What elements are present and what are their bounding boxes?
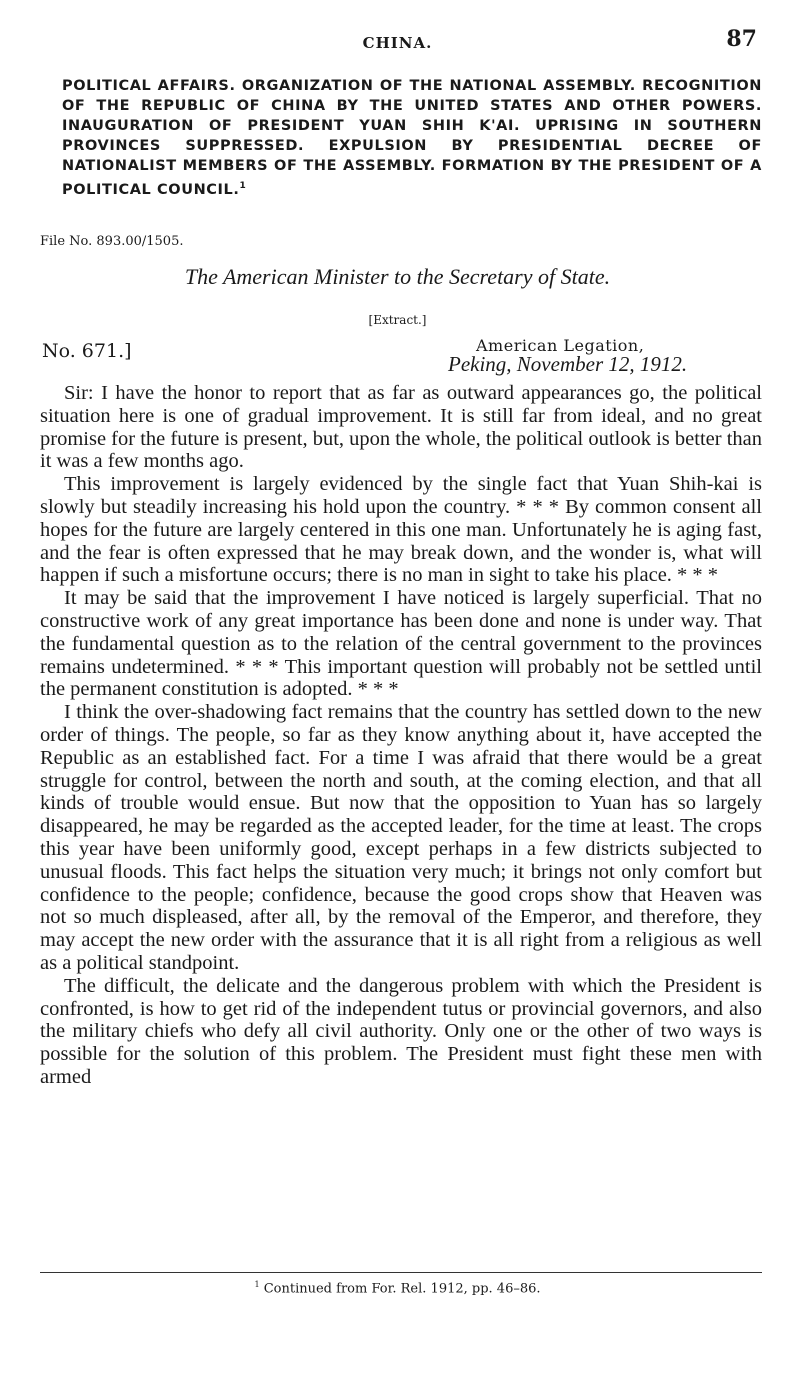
paragraph: This improvement is largely evidenced by the single fact that Yuan Shih-kai is slowly but steadily increasing his hold upon the country. * * * By common consent all hopes for the future are largely centered in this one man. Unfortunately he is aging fast, and the fear is often expressed that he may break down, and the wonder is, what will happen if such a misfortune occurs; there is no man in sight to take his place. * * * bbox=[40, 473, 762, 587]
legation-place-date: Peking, November 12, 1912. bbox=[448, 352, 688, 376]
running-head bbox=[0, 24, 795, 54]
paragraph: I think the over-shadowing fact remains that the country has settled down to the new order of things. The people, so far as they know anything about it, have accepted the Republic as an established fact. For a time I was afraid that there would be a great struggle for control, between the north and south, at the coming election, and that all kinds of trouble would ensue. But now that the opposition to Yuan has so largely disappeared, he may be regarded as the accepted leader, for the time at least. The crops this year have been uniformly good, except perhaps in a few districts subjected to unusual floods. This fact helps the situation very much; it brings not only comfort but confidence to the people; confidence, because the good crops show that Heaven was not so much displeased, after all, by the removal of the Emperor, and therefore, they may accept the new order with the assurance that it is all right from a religious as well as a political standpoint. bbox=[40, 701, 762, 974]
file-number: File No. 893.00/1505. bbox=[40, 234, 184, 249]
heading-footnote-marker: 1 bbox=[239, 181, 247, 191]
footnote-marker: 1 bbox=[254, 1280, 260, 1289]
letter-body bbox=[40, 382, 762, 1089]
document-number: No. 671.] bbox=[42, 340, 132, 362]
running-title: CHINA. bbox=[362, 34, 433, 52]
paragraph: The difficult, the delicate and the dangerous problem with which the President is confronted, is how to get rid of the independent tutus or provincial governors, and also the military chiefs who defy all civil authority. Only one or the other of two ways is possible for the solution of this problem. The President must fight these men with armed bbox=[40, 974, 762, 1088]
legation-name: American Legation, bbox=[476, 336, 645, 355]
section-heading bbox=[62, 76, 762, 200]
footnote-text: Continued from For. Rel. 1912, pp. 46–86. bbox=[263, 1281, 541, 1297]
extract-label: [Extract.] bbox=[368, 313, 427, 327]
footnote-divider bbox=[40, 1272, 762, 1273]
footnote bbox=[0, 1280, 795, 1296]
page-number: 87 bbox=[726, 26, 757, 52]
paragraph: It may be said that the improvement I have noticed is largely superficial. That no constructive work of any great importance has been done and none is under way. That the fundamental question as to the relation of the central government to the provinces remains undetermined. * * * This important question will probably not be settled until the permanent constitution is adopted. * * * bbox=[40, 587, 762, 701]
paragraph: Sir: I have the honor to report that as far as outward appearances go, the political situation here is one of gradual improvement. It is still far from ideal, and no great promise for the future is present, but, upon the whole, the political outlook is better than it was a few months ago. bbox=[40, 382, 762, 473]
letter-title: The American Minister to the Secretary of State. bbox=[184, 264, 611, 289]
section-heading-text: POLITICAL AFFAIRS. ORGANIZATION OF THE NATIONAL ASSEMBLY. RECOGNITION OF THE REPUBLIC OF CHINA BY THE UNITED STATES AND OTHER POWERS. INAUGURATION OF PRESIDENT YUAN SHIH K'AI. UPRISING IN SOUTHERN PROVINCES SUPPRESSED. EXPULSION BY PRESIDENTIAL DECREE OF NATIONALIST MEMBERS OF THE ASSEMBLY. FORMATION BY THE PRESIDENT OF A POLITICAL COUNCIL. bbox=[62, 78, 762, 198]
